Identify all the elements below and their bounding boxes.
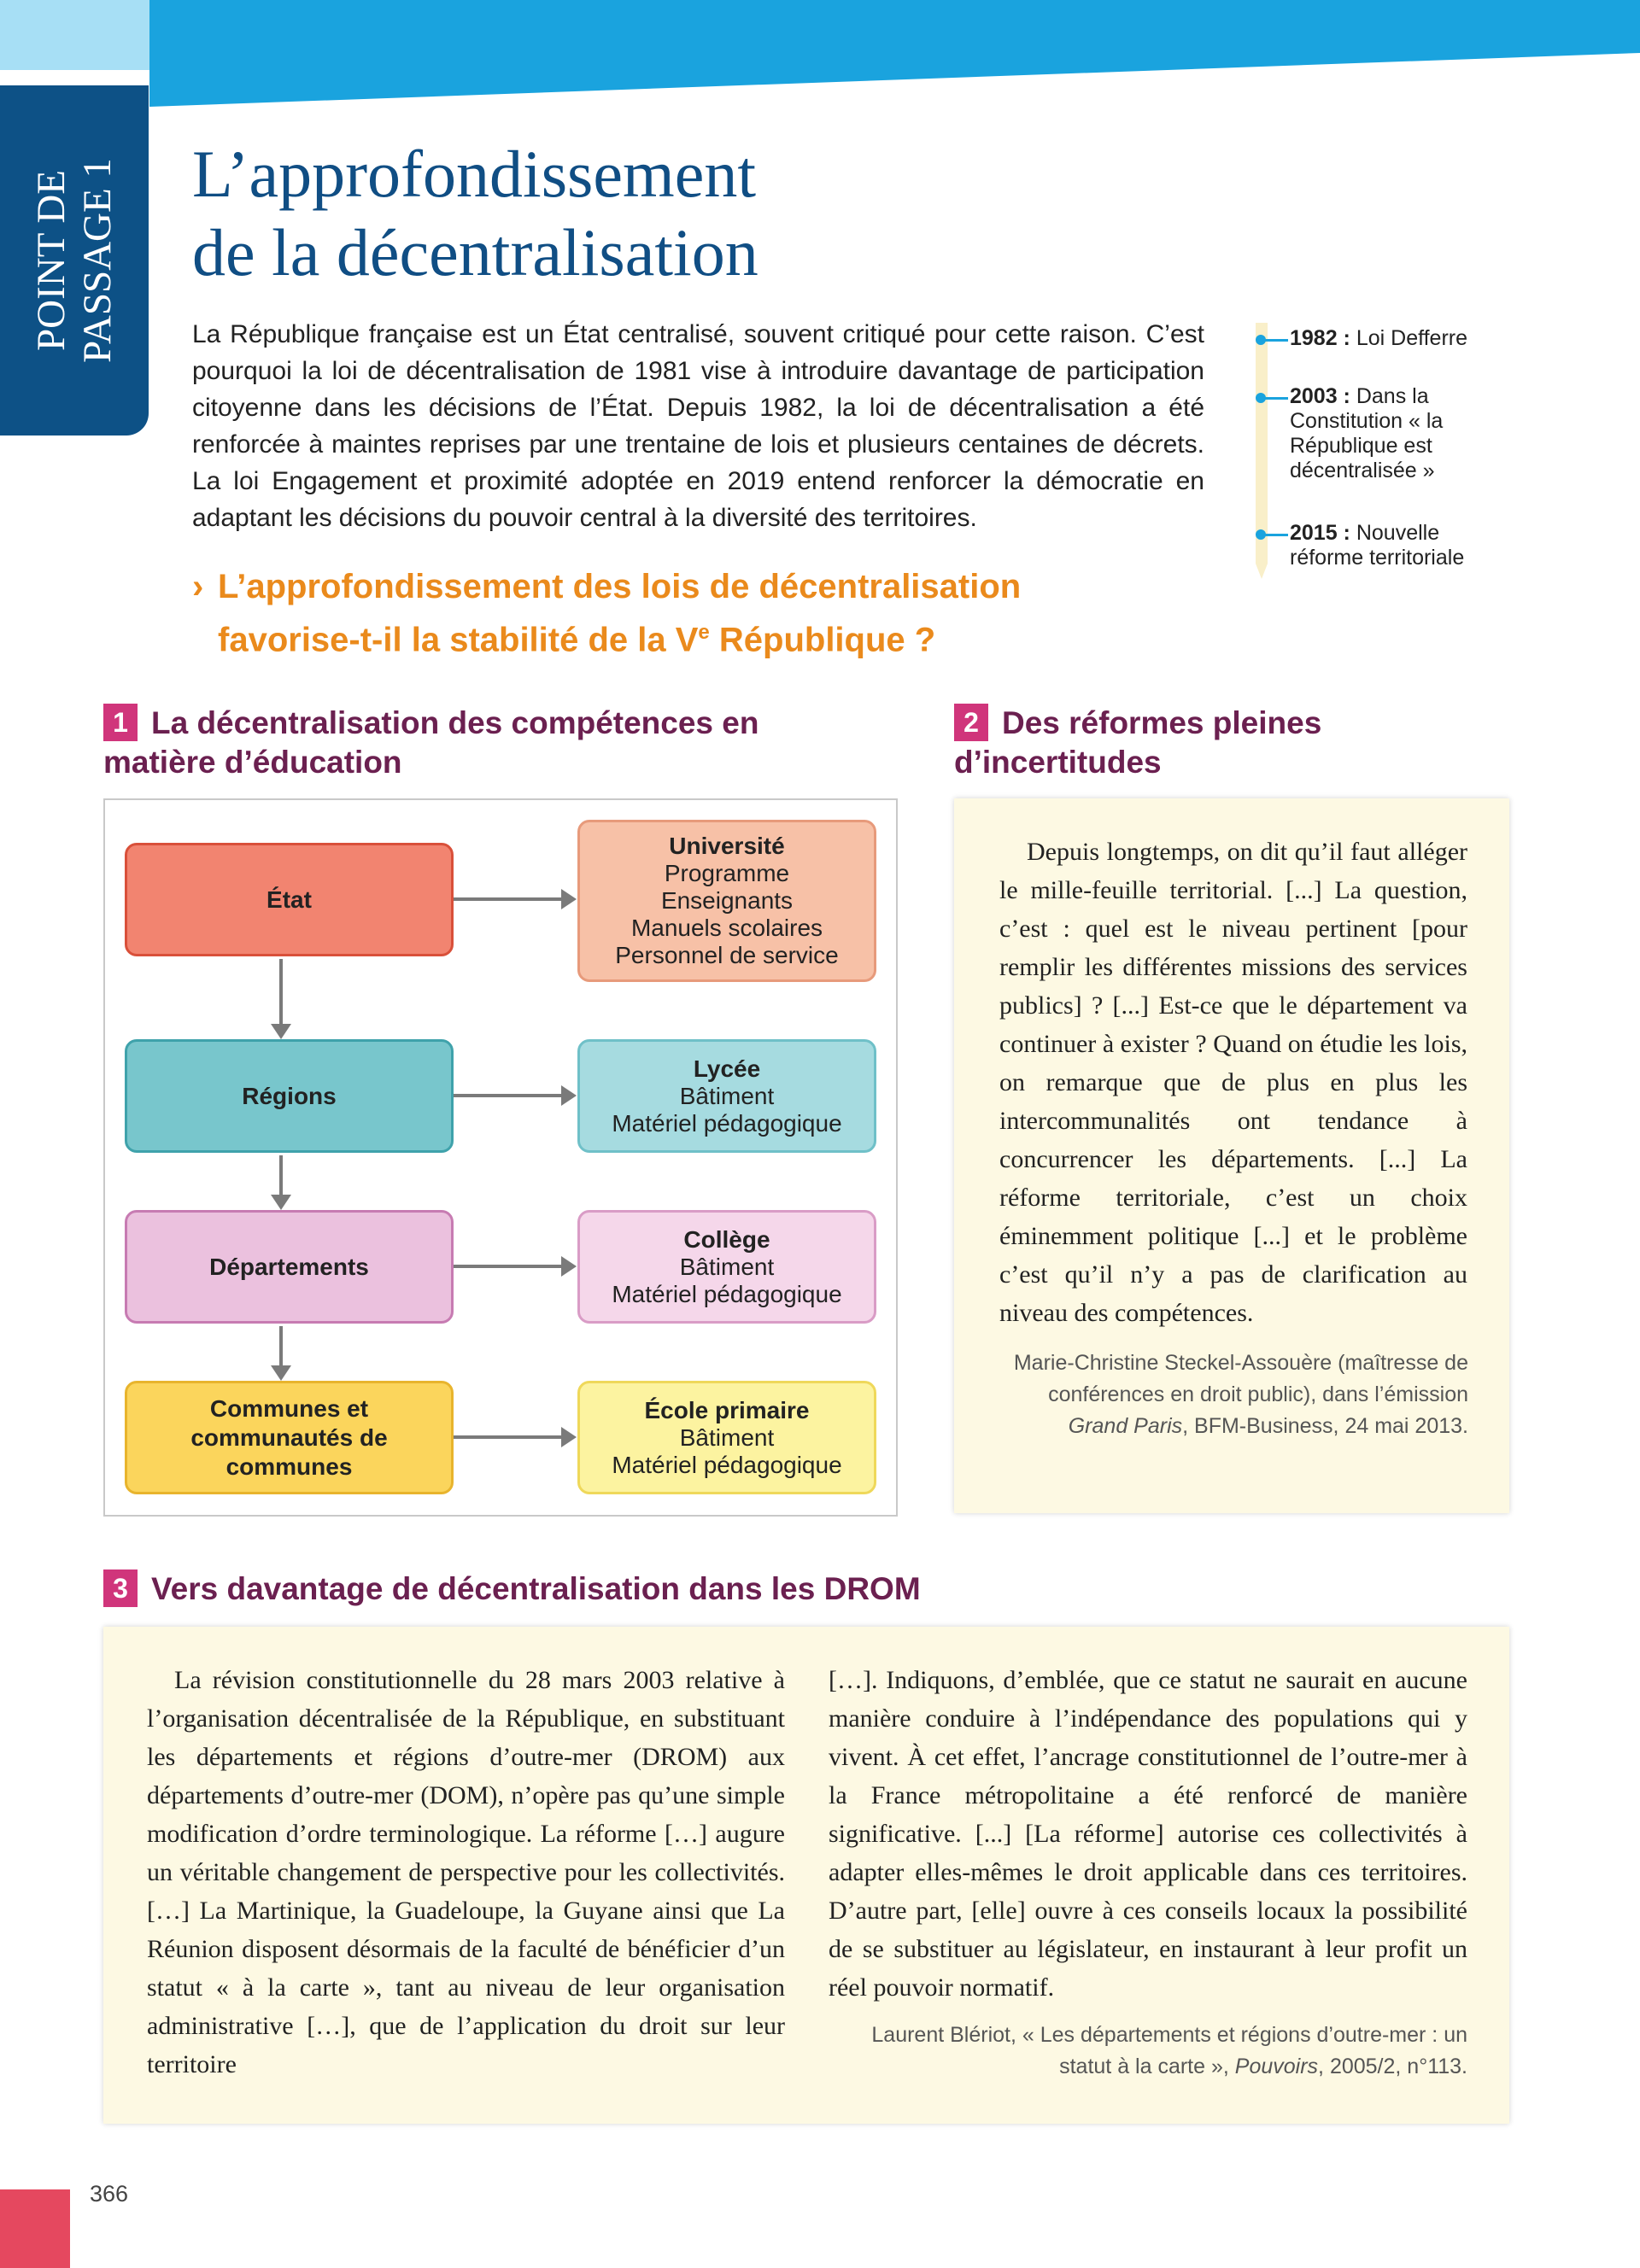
doc1-heading (103, 704, 838, 782)
box-departements: Départements (125, 1210, 454, 1324)
page-corner-marker (0, 2189, 70, 2268)
doc2-source: Marie-Christine Steckel-Assouère (maîtresse de conférences en droit public), dans l’émission Grand Paris, BFM-Business, 24 mai 2013. (1013, 1351, 1468, 1438)
arrow-right (454, 897, 563, 901)
question-sup: e (698, 621, 710, 644)
top-banner-light (0, 0, 149, 70)
page-number: 366 (90, 2181, 129, 2207)
page-title (192, 135, 758, 292)
doc3-quote-box (103, 1627, 1509, 2124)
problem-question (192, 564, 1132, 663)
page-title-line1: L’approfondissement (192, 137, 756, 211)
doc3-column-left: La révision constitutionnelle du 28 mars 2003 relative à l’organisation décentralisée de la République, en substituant les départements et régions d’outre-mer (DROM) aux départements d’outre-mer (DOM), n’opère pas qu’une simple modification d’ordre terminologique. La réforme […] augure un véritable changement de perspective pour les collectivités. […] La Martinique, la Guadeloupe, la Guyane ainsi que La Réunion disposent désormais de la faculté de bénéficier d’un statut « à la carte », tant au niveau de leur organisation administrative […], que de l’application du droit sur leur territoire (147, 1666, 785, 2078)
doc2-quote-box (954, 798, 1509, 1513)
side-tag-line1: POINT DE (29, 170, 73, 351)
chevron-right-icon: › (192, 568, 204, 605)
education-diagram (103, 798, 898, 1517)
question-end: République ? (709, 621, 936, 659)
doc2-number: 2 (954, 704, 988, 741)
top-banner (0, 0, 1640, 107)
box-communes: Communes et communautés de communes (125, 1381, 454, 1494)
doc1-title: La décentralisation des compétences en matière d’éducation (103, 705, 759, 780)
box-lycee: Lycée Bâtiment Matériel pédagogique (577, 1039, 876, 1153)
doc3-number: 3 (103, 1569, 138, 1607)
box-ecole-primaire: École primaire Bâtiment Matériel pédagogique (577, 1381, 876, 1494)
arrow-right (454, 1435, 563, 1439)
side-tag (0, 85, 149, 435)
doc3-title: Vers davantage de décentralisation dans les DROM (151, 1571, 921, 1606)
doc3-heading (103, 1569, 1299, 1609)
doc2-heading (954, 704, 1432, 782)
page-title-line2: de la décentralisation (192, 215, 758, 289)
arrow-down (279, 959, 283, 1026)
doc3-column-right: […]. Indiquons, d’emblée, que ce statut ne saurait en aucune manière conduire à l’indépendance des populations qui y vivent. À cet effet, l’ancrage constitutionnel de l’outre-mer à la France métropolitaine a été renforcé de manière significative. [...] [La réforme] autorise ces collectivités à adapter elles-mêmes le droit applicable dans ces territoires. D’autre part, [elle] ouvre à ces conseils locaux la possibilité de se substituer au législateur, en instaurant à leur profit un réel pouvoir normatif. (829, 1666, 1467, 2002)
question-text: L’approfondissement des lois de décentralisation favorise-t-il la stabilité de la V (218, 568, 1022, 659)
doc2-quote: Depuis longtemps, on dit qu’il faut alléger le mille-feuille territorial. [...] La question, c’est : quel est le niveau pertinent [pour remplir les différentes missions des services publics] ? [...] Est-ce que le département va continuer à exister ? Quand on étudie les lois, on remarque que de plus en plus les intercommunalités ont tendance à concurrencer les départements. [...] La réforme territoriale, c’est un choix éminemment politique [...] et le problème c’est qu’il n’y a pas de clarification au niveau des compétences. (999, 838, 1467, 1327)
box-college: Collège Bâtiment Matériel pédagogique (577, 1210, 876, 1324)
arrow-down (279, 1155, 283, 1196)
box-etat: État (125, 843, 454, 956)
timeline-bar (1256, 323, 1268, 579)
box-regions: Régions (125, 1039, 454, 1153)
doc1-number: 1 (103, 704, 138, 741)
arrow-right (454, 1094, 563, 1097)
arrow-down (279, 1326, 283, 1367)
doc2-title: Des réformes pleines d’incertitudes (954, 705, 1322, 780)
intro-paragraph: La République française est un État centralisé, souvent critiqué pour cette raison. C’est pourquoi la loi de décentralisation de 1981 vise à introduire davantage de participation citoyenne dans les décisions de l’État. Depuis 1982, la loi de décentralisation a été renforcée à maintes reprises par une trentaine de lois et plusieurs centaines de décrets. La loi Engagement et proximité adoptée en 2019 entend renforcer la démocratie en adaptant les décisions du pouvoir central à la diversité des territoires. (192, 320, 1204, 532)
box-universite: Université Programme Enseignants Manuels scolaires Personnel de service (577, 820, 876, 982)
doc3-source: Laurent Blériot, « Les départements et régions d’outre-mer : un statut à la carte », Pouvoirs, 2005/2, n°113. (871, 2023, 1467, 2078)
side-tag-line2: PASSAGE 1 (75, 158, 120, 363)
arrow-right (454, 1265, 563, 1268)
